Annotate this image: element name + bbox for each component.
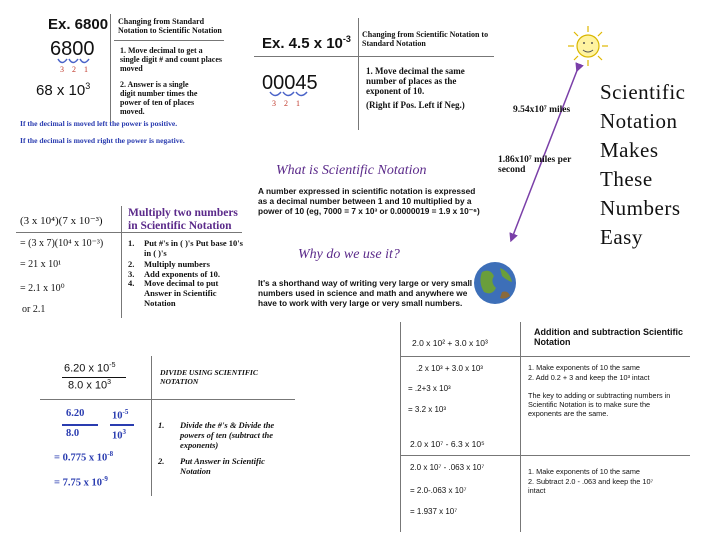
p2-step1: 1. Move decimal the same number of places as the exponent of 10.	[366, 66, 465, 96]
mult-step-text: Add exponents of 10.	[144, 268, 221, 279]
div-steps	[158, 420, 293, 476]
p2-number: 00045	[262, 72, 318, 94]
div-b-num: 10	[112, 410, 123, 422]
mult-step	[128, 239, 243, 258]
div-step	[158, 420, 293, 450]
div-step-num: 2.	[158, 456, 165, 466]
mult-line4: or 2.1	[22, 304, 46, 315]
headline-word: Notation	[600, 109, 678, 133]
why-body: It's a shorthand way of writing very large or very small numbers used in science and math and anywhere we have to work with very large or very small numbers.	[258, 278, 473, 308]
mult-line2: = 21 x 10¹	[20, 259, 62, 270]
add-key: The key to adding or subtracting numbers in Scientific Notation is to make sure the exponents are the same.	[528, 391, 671, 418]
mult-heading: Multiply two numbers in Scientific Notation	[128, 207, 238, 232]
light-speed: 1.86x10⁷ miles per second	[498, 155, 572, 175]
sub-m1: 1. Make exponents of 10 the same	[528, 467, 640, 476]
div-top-exp: -5	[109, 362, 116, 369]
mult-step-text: Multiply numbers	[144, 259, 210, 270]
headline-word: Numbers	[600, 196, 681, 220]
p1-result: 68 x 10	[36, 82, 86, 99]
mult-steps	[128, 239, 243, 308]
div-result1: = 0.775 x 10	[54, 452, 108, 464]
add-heading: Addition and subtraction Scientific Notation	[534, 327, 684, 347]
add-ex2: 2.0 x 10⁷ - 6.3 x 10⁵	[410, 439, 485, 449]
headline-word: Easy	[600, 225, 643, 249]
p2-places: 3 2 1	[272, 99, 303, 108]
sub-s3: = 1.937 x 10⁷	[410, 507, 458, 516]
headline	[600, 78, 715, 252]
div-bottom: 8.0 x 10	[68, 379, 108, 392]
add-r1: .2 x 10³ + 3.0 x 10³	[416, 364, 483, 373]
mult-line3: = 2.1 x 10⁰	[20, 283, 65, 294]
div-step	[158, 456, 293, 476]
div-b-num-exp: -5	[122, 408, 129, 416]
what-heading: What is Scientific Notation	[276, 163, 427, 178]
p1-places: 3 2 1	[60, 65, 91, 74]
mult-step-num: 2.	[128, 259, 135, 270]
add-r3: = 3.2 x 10³	[408, 405, 447, 414]
div-bottom-exp: 3	[107, 379, 112, 386]
p1-heading: Changing from Standard Notation to Scientific Notation	[118, 17, 222, 35]
mult-step-text: Put #'s in ( )'s Put base 10's in ( )'s	[144, 238, 243, 258]
div-heading: DIVIDE USING SCIENTIFIC NOTATION	[160, 368, 258, 386]
sub-s2: = 2.0-.063 x 10⁷	[410, 486, 467, 495]
mult-step-num: 4.	[128, 278, 135, 289]
add-ex1: 2.0 x 10² + 3.0 x 10³	[412, 338, 488, 348]
sub-m2: 2. Subtract 2.0 - .063 and keep the 10⁷ intact	[528, 477, 654, 495]
why-heading: Why do we use it?	[298, 247, 400, 262]
headline-word: Makes	[600, 138, 659, 162]
div-step-text: Divide the #'s & Divide the powers of ten (subtract the exponents)	[180, 420, 275, 450]
what-body: A number expressed in scientific notation is expressed as a decimal number between 1 and 10 multiplied by a power of 10 (eg, 7000 = 7 x 10³ or 0.0000019 = 1.9 x 10⁻⁶)	[258, 186, 480, 216]
headline-word: These	[600, 167, 653, 191]
mult-step-text: Move decimal to put Answer in Scientific Notation	[144, 278, 219, 308]
p1-step2: 2. Answer is a single digit number times the power of ten of places moved.	[120, 80, 198, 116]
earth-icon	[470, 258, 520, 308]
sun-distance: 9.54x10⁷ miles	[513, 105, 571, 115]
p1-step1: 1. Move decimal to get a single digit # and count places moved	[120, 46, 223, 73]
mult-line1: = (3 x 7)(10⁴ x 10⁻³)	[20, 238, 104, 249]
p2-title-exp: -3	[342, 34, 351, 44]
div-top: 6.20 x 10	[64, 362, 110, 375]
p2-step2: (Right if Pos. Left if Neg.)	[366, 100, 465, 110]
p1-title: Ex. 6800	[48, 16, 109, 33]
mult-step-num: 1.	[128, 238, 135, 248]
div-result1-exp: -8	[107, 450, 114, 458]
div-result2-exp: -9	[101, 475, 108, 483]
mult-step-num: 3.	[128, 268, 135, 279]
add-n1: 1. Make exponents of 10 the same	[528, 363, 640, 372]
add-r2: = .2+3 x 10³	[408, 384, 451, 393]
div-a-num: 6.20	[66, 408, 85, 419]
p2-title: Ex. 4.5 x 10	[262, 35, 343, 52]
p1-number: 6800	[50, 38, 95, 60]
add-n2: 2. Add 0.2 + 3 and keep the 10³ intact	[528, 373, 650, 382]
sub-s1: 2.0 x 10⁷ - .063 x 10⁷	[410, 463, 485, 472]
mult-expr: (3 x 10⁴)(7 x 10⁻³)	[20, 215, 103, 227]
mult-step	[128, 279, 243, 308]
p2-heading: Changing from Scientific Notation to Standard Notation	[362, 30, 489, 48]
p1-result-exp: 3	[85, 81, 91, 91]
p1-rule-left: If the decimal is moved left the power is positive.	[20, 119, 178, 128]
div-result2: = 7.75 x 10	[54, 477, 102, 489]
headline-word: Scientific	[600, 80, 686, 104]
div-b-den: 10	[112, 430, 123, 442]
div-a-den: 8.0	[66, 428, 80, 439]
div-b-den-exp: 3	[122, 428, 126, 436]
div-step-num: 1.	[158, 420, 165, 430]
div-step-text: Put Answer in Scientific Notation	[180, 456, 265, 476]
p1-rule-right: If the decimal is moved right the power is negative.	[20, 136, 185, 145]
